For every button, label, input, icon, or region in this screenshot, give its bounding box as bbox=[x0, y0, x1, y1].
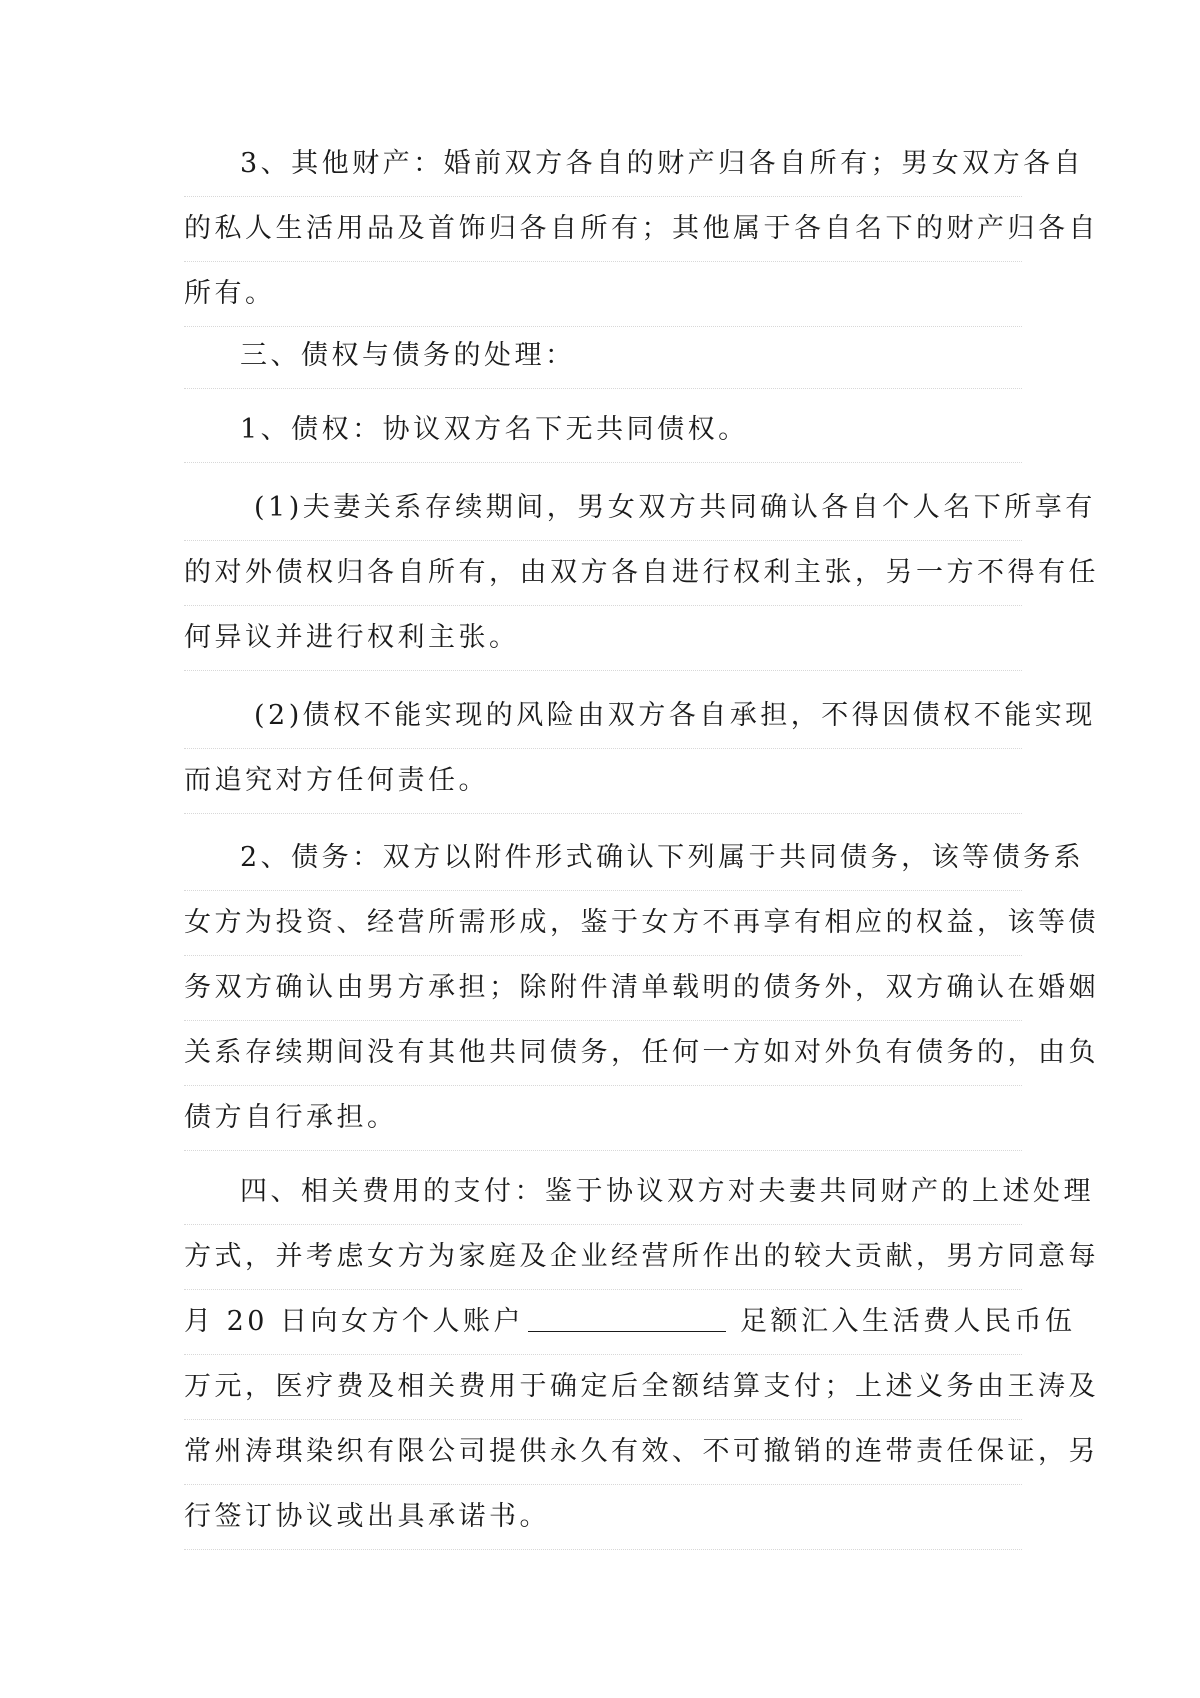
paragraph-line: 的对外债权归各自所有，由双方各自进行权利主张，另一方不得有任 bbox=[184, 541, 1022, 606]
paragraph-line: 万元，医疗费及相关费用于确定后全额结算支付；上述义务由王涛及 bbox=[184, 1355, 1022, 1420]
paragraph-line: 务双方确认由男方承担；除附件清单载明的债务外，双方确认在婚姻 bbox=[184, 956, 1022, 1021]
paragraph-line: 何异议并进行权利主张。 bbox=[184, 606, 1022, 671]
paragraph-other-property bbox=[184, 132, 1099, 327]
paragraph-line: 女方为投资、经营所需形成，鉴于女方不再享有相应的权益，该等债 bbox=[184, 891, 1022, 956]
account-number-blank bbox=[528, 1303, 726, 1332]
paragraph-line: 2、债务：双方以附件形式确认下列属于共同债务，该等债务系 bbox=[240, 842, 1085, 873]
paragraph-line: 3、其他财产：婚前双方各自的财产归各自所有；男女双方各自 bbox=[240, 148, 1085, 179]
paragraph-line: 月 20 日向女方个人账户 bbox=[184, 1306, 525, 1337]
paragraph-line: 方式，并考虑女方为家庭及企业经营所作出的较大贡献，男方同意每 bbox=[184, 1225, 1022, 1290]
paragraph-line: 三、债权与债务的处理： bbox=[240, 340, 576, 371]
paragraph-line: 关系存续期间没有其他共同债务，任何一方如对外负有债务的，由负 bbox=[184, 1021, 1022, 1086]
paragraph-line: 所有。 bbox=[184, 262, 1022, 327]
paragraph-debts bbox=[184, 826, 1099, 1151]
paragraph-line: 行签订协议或出具承诺书。 bbox=[184, 1485, 1022, 1550]
paragraph-line: 常州涛琪染织有限公司提供永久有效、不可撤销的连带责任保证，另 bbox=[184, 1420, 1022, 1485]
paragraph-line: (1)夫妻关系存续期间，男女双方共同确认各自个人名下所享有 bbox=[254, 492, 1096, 523]
paragraph-expenses bbox=[184, 1160, 1099, 1550]
paragraph-line: 四、相关费用的支付：鉴于协议双方对夫妻共同财产的上述处理 bbox=[240, 1176, 1094, 1207]
paragraph-item-1 bbox=[184, 476, 1099, 671]
paragraph-line: 的私人生活用品及首饰归各自所有；其他属于各自名下的财产归各自 bbox=[184, 197, 1022, 262]
paragraph-line: 债方自行承担。 bbox=[184, 1086, 1022, 1151]
paragraph-creditor-rights bbox=[184, 398, 1022, 463]
paragraph-item-2 bbox=[184, 684, 1096, 814]
paragraph-line: 足额汇入生活费人民币伍 bbox=[740, 1306, 1076, 1337]
paragraph-line: 1、债权：协议双方名下无共同债权。 bbox=[240, 414, 749, 445]
paragraph-line: (2)债权不能实现的风险由双方各自承担，不得因债权不能实现 bbox=[254, 700, 1096, 731]
heading-debts bbox=[184, 324, 1022, 389]
paragraph-line: 而追究对方任何责任。 bbox=[184, 749, 1022, 814]
